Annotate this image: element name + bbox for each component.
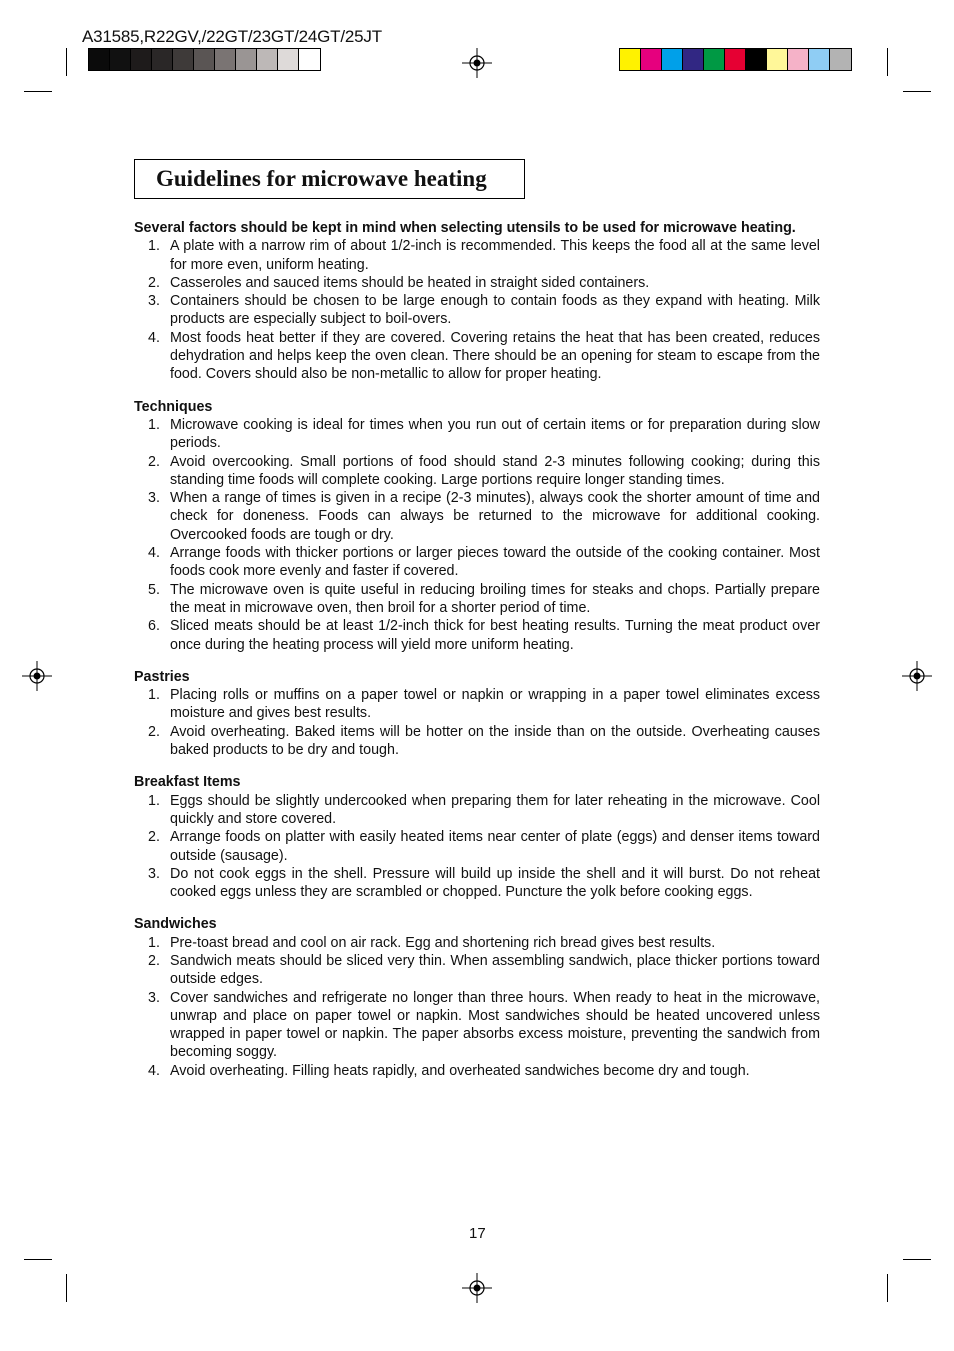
section-heading: Sandwiches [134, 916, 217, 933]
grayscale-swatch [152, 49, 173, 70]
section-list [134, 792, 820, 902]
intro-heading: Several factors should be kept in mind when selecting utensils to be used for microwave heating. [134, 220, 796, 236]
color-swatch [662, 49, 683, 70]
list-item-text: Sliced meats should be at least 1/2-inch thick for best heating results. Turning the meat product over once during the heating process will yield more uniform heating. [170, 618, 820, 653]
list-item [134, 828, 820, 865]
list-item-number: 2. [148, 723, 160, 740]
page-number: 17 [469, 1225, 486, 1242]
list-item [134, 416, 820, 453]
color-swatch [809, 49, 830, 70]
list-item-number: 3. [148, 293, 160, 310]
section-list [134, 934, 820, 1080]
list-item [134, 292, 820, 329]
registration-mark-top-icon [462, 48, 492, 78]
list-item-number: 6. [148, 618, 160, 635]
color-calibration-bar [619, 48, 852, 71]
list-item [134, 544, 820, 581]
color-swatch [704, 49, 725, 70]
sections-container [134, 398, 820, 1080]
list-item-text: The microwave oven is quite useful in reducing broiling times for steaks and chops. Partially prepare the meat in microwave oven, then broil for a shorter period of time. [170, 581, 820, 616]
list-item [134, 329, 820, 384]
list-item [134, 274, 820, 292]
list-item-text: Avoid overheating. Filling heats rapidly, and overheated sandwiches become dry and tough. [170, 1062, 750, 1079]
list-item-text: A plate with a narrow rim of about 1/2-inch is recommended. This keeps the food all at the same level for more even, uniform heating. [170, 238, 820, 273]
model-code: A31585,R22GV,/22GT/23GT/24GT/25JT [82, 27, 382, 46]
list-item-text: Casseroles and sauced items should be heated in straight sided containers. [170, 274, 650, 291]
list-item-number: 2. [148, 829, 160, 846]
list-item-number: 4. [148, 329, 160, 346]
crop-mark-top-left-vertical [66, 48, 67, 76]
registration-mark-right-icon [902, 661, 932, 691]
crop-mark-bottom-left-vertical [66, 1274, 67, 1302]
color-swatch [641, 49, 662, 70]
section-heading: Pastries [134, 668, 190, 685]
list-item-text: Eggs should be slightly undercooked when preparing them for later reheating in the microwave. Cool quickly and store covered. [170, 792, 820, 827]
list-item-number: 2. [148, 274, 160, 291]
list-item [134, 237, 820, 274]
list-item-text: Containers should be chosen to be large enough to contain foods as they expand with heating. Milk products are especially subject to boil-overs. [170, 293, 820, 328]
list-item-number: 2. [148, 453, 160, 470]
list-item-number: 4. [148, 545, 160, 562]
list-item [134, 1062, 820, 1080]
list-item-number: 5. [148, 581, 160, 598]
main-content [134, 219, 820, 1080]
crop-mark-top-right-horizontal [903, 91, 931, 92]
list-item-text: Avoid overheating. Baked items will be hotter on the inside than on the outside. Overheating causes baked products to be dry and tough. [170, 723, 820, 759]
list-item-text: Microwave cooking is ideal for times when you run out of certain items or for preparation during slow periods. [170, 416, 820, 452]
list-item [134, 989, 820, 1062]
color-swatch [746, 49, 767, 70]
grayscale-swatch [89, 49, 110, 70]
list-item-number: 4. [148, 1062, 160, 1079]
grayscale-swatch [278, 49, 299, 70]
list-item-text: Do not cook eggs in the shell. Pressure will build up inside the shell and it will burst. Do not reheat cooked eggs unless they are scrambled or chopped. Puncture the yolk before cooking eggs. [170, 865, 820, 901]
grayscale-swatch [215, 49, 236, 70]
list-item [134, 934, 820, 952]
list-item [134, 617, 820, 654]
grayscale-swatch [299, 49, 320, 70]
grayscale-swatch [194, 49, 215, 70]
list-item [134, 453, 820, 490]
list-item-number: 1. [148, 416, 160, 433]
list-item-text: Arrange foods on platter with easily heated items near center of plate (eggs) and denser items toward outside (sausage). [170, 829, 820, 864]
grayscale-swatch [131, 49, 152, 70]
list-item-text: Placing rolls or muffins on a paper towel or napkin or wrapping in a paper towel eliminates excess moisture and gives best results. [170, 687, 820, 722]
list-item-text: Cover sandwiches and refrigerate no longer than three hours. When ready to heat in the microwave, unwrap and place on paper towel or napkin. Most sandwiches should be heated uncovered unless wrapped in paper towel or napkin. The paper absorbs excess moisture, preventing the sandwich from becoming soggy. [170, 989, 820, 1061]
list-item-number: 2. [148, 952, 160, 969]
grayscale-swatch [236, 49, 257, 70]
section-heading: Breakfast Items [134, 774, 241, 791]
section-heading: Techniques [134, 398, 213, 415]
crop-mark-bottom-right-vertical [887, 1274, 888, 1302]
list-item-number: 1. [148, 687, 160, 704]
grayscale-swatch [257, 49, 278, 70]
section-list [134, 686, 820, 759]
color-swatch [683, 49, 704, 70]
list-item-text: Avoid overcooking. Small portions of food should stand 2-3 minutes following cooking; during this standing time foods will complete cooking. Large portions require longer standing times. [170, 453, 820, 488]
list-item [134, 723, 820, 760]
list-item-text: When a range of times is given in a recipe (2-3 minutes), always cook the shorter amount of time and check for doneness. Foods can always be returned to the microwave for additional cooking. Overcooked foods are tough or dry. [170, 490, 820, 543]
color-swatch [788, 49, 809, 70]
color-swatch [767, 49, 788, 70]
list-item-text: Sandwich meats should be sliced very thin. When assembling sandwich, place thicker portions toward outside edges. [170, 952, 820, 988]
list-item-number: 3. [148, 865, 160, 882]
list-item [134, 952, 820, 989]
list-item-text: Most foods heat better if they are covered. Covering retains the heat that has been created, reduces dehydration and helps keep the oven clean. There should be an opening for steam to escape from the food. Covers should also be non-metallic to allow for proper heating. [170, 329, 820, 383]
list-item-number: 3. [148, 989, 160, 1006]
registration-mark-bottom-icon [462, 1273, 492, 1303]
list-item [134, 686, 820, 723]
list-item [134, 581, 820, 618]
list-item [134, 792, 820, 829]
list-item-number: 1. [148, 792, 160, 809]
list-item-number: 1. [148, 238, 160, 255]
crop-mark-bottom-left-horizontal [24, 1259, 52, 1260]
color-swatch [620, 49, 641, 70]
page-title: Guidelines for microwave heating [134, 159, 525, 199]
section-list [134, 416, 820, 654]
list-item [134, 865, 820, 902]
grayscale-swatch [173, 49, 194, 70]
color-swatch [725, 49, 746, 70]
list-item-text: Pre-toast bread and cool on air rack. Egg and shortening rich bread gives best results. [170, 934, 716, 951]
list-item [134, 489, 820, 544]
crop-mark-bottom-right-horizontal [903, 1259, 931, 1260]
grayscale-swatch [110, 49, 131, 70]
registration-mark-left-icon [22, 661, 52, 691]
color-swatch [830, 49, 851, 70]
crop-mark-top-left-horizontal [24, 91, 52, 92]
list-item-number: 1. [148, 934, 160, 951]
list-item-text: Arrange foods with thicker portions or larger pieces toward the outside of the cooking container. Most foods cook more evenly and faster if covered. [170, 545, 820, 580]
grayscale-calibration-bar [88, 48, 321, 71]
intro-list [134, 237, 820, 383]
crop-mark-top-right-vertical [887, 48, 888, 76]
list-item-number: 3. [148, 490, 160, 507]
